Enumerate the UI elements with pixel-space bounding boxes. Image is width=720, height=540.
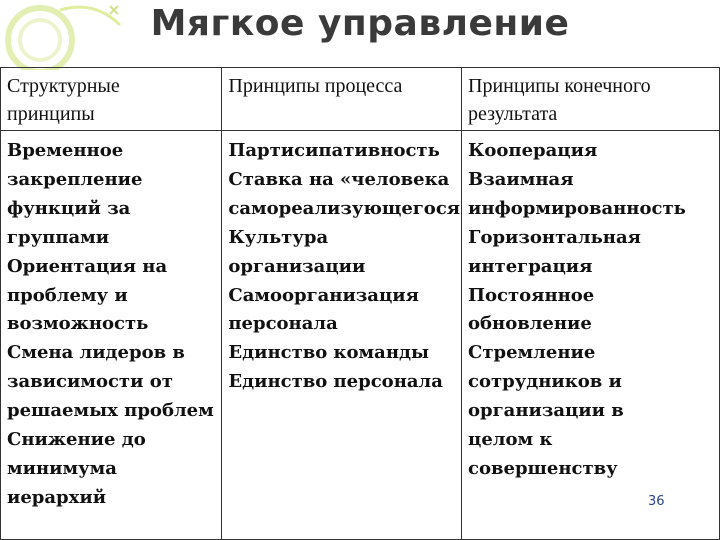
header-process-principles [222, 68, 462, 131]
page-number: 36 [648, 494, 665, 509]
header-result-principles [462, 68, 720, 131]
header-label: Принципы конечного результата [468, 75, 651, 125]
result-principles-cell [462, 131, 720, 540]
header-label: Принципы процесса [228, 75, 403, 97]
table-row [1, 131, 720, 540]
cell-text: Кооперация Взаимная информированность Горизонтальная интеграция Постоянное обновление Стремление сотрудников и организации в целом к совершенству [468, 140, 686, 479]
principles-table [0, 67, 720, 540]
cell-text: Временное закрепление функций за группами Ориентация на проблему и возможность Смена лидеров в зависимости от решаемых проблем Снижение до минимума иерархий [7, 140, 214, 508]
structural-principles-cell [1, 131, 222, 540]
process-principles-cell [222, 131, 462, 540]
table-header-row [1, 68, 720, 131]
cell-text: Партисипативность Ставка на «человека самореализующегося Культура организации Самоорганизация персонала Единство команды Единство персонала [228, 140, 461, 393]
header-structural-principles [1, 68, 222, 131]
page-title: Мягкое управление [150, 3, 570, 44]
header-label: Структурные принципы [7, 75, 120, 125]
